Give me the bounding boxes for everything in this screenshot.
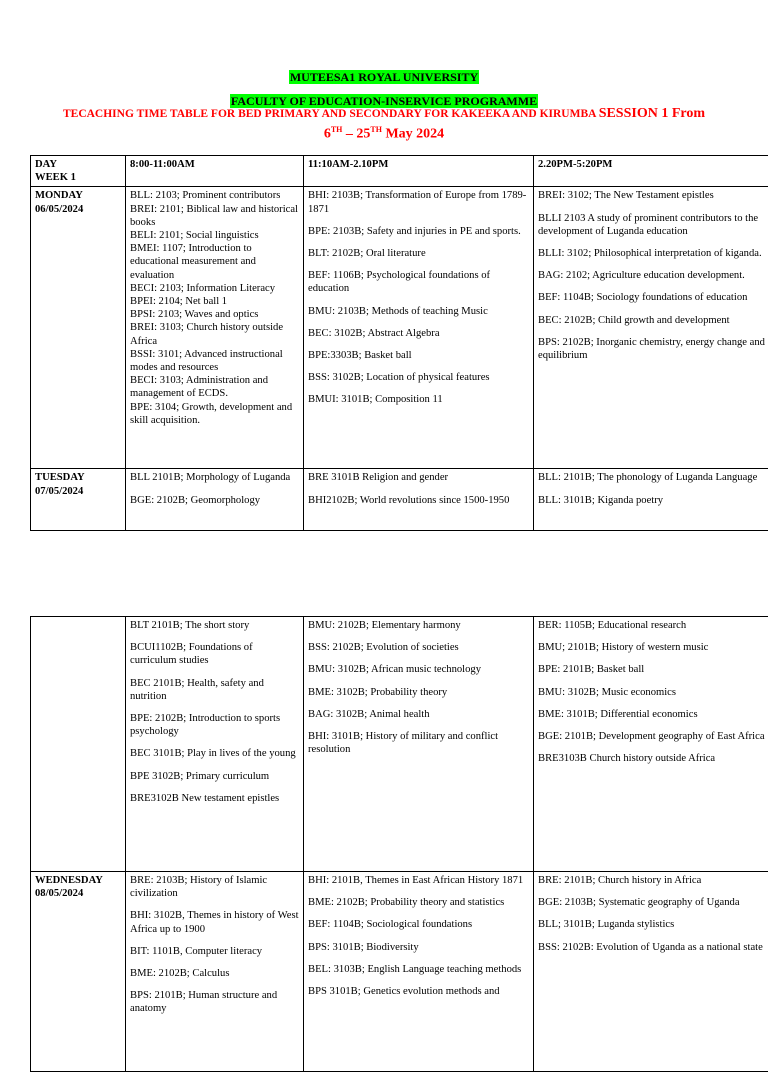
- monday-slot-3: [534, 187, 768, 469]
- course-entry: BGE: 2101B; Development geography of East Africa: [538, 730, 766, 743]
- course-entry: BHI: 3102B, Themes in history of West Africa up to 1900: [130, 909, 299, 935]
- course-entry: BHI: 3101B; History of military and conflict resolution: [308, 730, 529, 756]
- course-entry: BCUI1102B; Foundations of curriculum studies: [130, 641, 299, 667]
- course-entry: BME: 2102B; Calculus: [130, 967, 299, 980]
- course-entry: BPE 3102B; Primary curriculum: [130, 770, 299, 783]
- course-entry: BECI: 2103; Information Literacy: [130, 282, 299, 295]
- course-entry: BLLI: 3102; Philosophical interpretation of kiganda.: [538, 247, 766, 260]
- course-entry: BEF: 1104B; Sociological foundations: [308, 918, 529, 931]
- course-entry: BMEI: 1107; Introduction to educational measurement and evaluation: [130, 242, 299, 282]
- course-entry: BHI2102B; World revolutions since 1500-1950: [308, 494, 529, 507]
- table-row-tuesday: [31, 469, 768, 531]
- course-entry: BSS: 2102B: Evolution of Uganda as a national state: [538, 941, 766, 954]
- table-row-wednesday: [31, 872, 768, 1072]
- course-entry: BPE: 2102B; Introduction to sports psychology: [130, 712, 299, 738]
- faculty-name: FACULTY OF EDUCATION-INSERVICE PROGRAMME: [0, 92, 768, 110]
- course-entry: BSSI: 3101; Advanced instructional modes and resources: [130, 348, 299, 374]
- course-entry: BGE: 2103B; Systematic geography of Uganda: [538, 896, 766, 909]
- course-entry: BREI: 3102; The New Testament epistles: [538, 189, 766, 202]
- course-entry: BPSI: 2103; Waves and optics: [130, 308, 299, 321]
- course-entry: BPE: 2101B; Basket ball: [538, 663, 766, 676]
- course-entry: BLL 2101B; Morphology of Luganda: [130, 471, 299, 484]
- day-cell-tuesday: TUESDAY 07/05/2024: [31, 469, 126, 531]
- course-entry: BIT: 1101B, Computer literacy: [130, 945, 299, 958]
- course-entry: BLL: 2103; Prominent contributors: [130, 189, 299, 202]
- course-entry: BEC: 2102B; Child growth and development: [538, 314, 766, 327]
- tuesday-cont-slot-3: [534, 617, 768, 872]
- table-row-tuesday-continued: [31, 617, 768, 872]
- course-entry: BHI: 2103B; Transformation of Europe from 1789-1871: [308, 189, 529, 215]
- header-day-cell: DAY WEEK 1: [31, 156, 126, 187]
- course-entry: BEC: 3102B; Abstract Algebra: [308, 327, 529, 340]
- course-entry: BPS 3101B; Genetics evolution methods and: [308, 985, 529, 998]
- course-entry: BME: 2102B; Probability theory and statistics: [308, 896, 529, 909]
- timetable-page-1: [30, 155, 768, 531]
- course-entry: BPS: 2102B; Inorganic chemistry, energy change and equilibrium: [538, 336, 766, 362]
- course-entry: BLT: 2102B; Oral literature: [308, 247, 529, 260]
- course-entry: BHI: 2101B, Themes in East African History 1871: [308, 874, 529, 887]
- day-cell-monday: MONDAY 06/05/2024: [31, 187, 126, 469]
- course-entry: BEL: 3103B; English Language teaching methods: [308, 963, 529, 976]
- course-entry: BECI: 3103; Administration and management of ECDS.: [130, 374, 299, 400]
- course-entry: BLL: 2101B; The phonology of Luganda Language: [538, 471, 766, 484]
- course-entry: BPEI: 2104; Net ball 1: [130, 295, 299, 308]
- course-entry: BSS: 3102B; Location of physical features: [308, 371, 529, 384]
- day-cell-empty: [31, 617, 126, 872]
- course-entry: BAG: 3102B; Animal health: [308, 708, 529, 721]
- header-slot-2: 11:10AM-2.10PM: [304, 156, 534, 187]
- course-entry: BGE: 2102B; Geomorphology: [130, 494, 299, 507]
- course-entry: BRE3103B Church history outside Africa: [538, 752, 766, 765]
- course-entry: BEC 2101B; Health, safety and nutrition: [130, 677, 299, 703]
- course-entry: BEF: 1106B; Psychological foundations of education: [308, 269, 529, 295]
- course-entry: BSS: 2102B; Evolution of societies: [308, 641, 529, 654]
- university-name: MUTEESA1 ROYAL UNIVERSITY: [0, 68, 768, 86]
- course-entry: BME: 3102B; Probability theory: [308, 686, 529, 699]
- course-entry: BPS: 2101B; Human structure and anatomy: [130, 989, 299, 1015]
- session-dates: 6TH – 25TH May 2024: [0, 125, 768, 143]
- course-entry: BME: 3101B; Differential economics: [538, 708, 766, 721]
- course-entry: BAG: 2102; Agriculture education development.: [538, 269, 766, 282]
- course-entry: BPE: 3104; Growth, development and skill acquisition.: [130, 401, 299, 427]
- course-entry: BRE: 2103B; History of Islamic civilization: [130, 874, 299, 900]
- wednesday-slot-2: [304, 872, 534, 1072]
- course-entry: BMU: 3102B; African music technology: [308, 663, 529, 676]
- course-entry: BRE: 2101B; Church history in Africa: [538, 874, 766, 887]
- course-entry: BPE:3303B; Basket ball: [308, 349, 529, 362]
- course-entry: BLLI 2103 A study of prominent contributors to the development of Luganda education: [538, 212, 766, 238]
- header-slot-1: 8:00-11:00AM: [126, 156, 304, 187]
- course-entry: BMUI: 3101B; Composition 11: [308, 393, 529, 406]
- header-slot-3: 2.20PM-5:20PM: [534, 156, 768, 187]
- course-entry: BRE3102B New testament epistles: [130, 792, 299, 805]
- course-entry: BEC 3101B; Play in lives of the young: [130, 747, 299, 760]
- course-entry: BMU; 2101B; History of western music: [538, 641, 766, 654]
- tuesday-cont-slot-1: [126, 617, 304, 872]
- monday-slot-2: [304, 187, 534, 469]
- monday-slot-1: [126, 187, 304, 469]
- course-entry: BREI: 3103; Church history outside Africa: [130, 321, 299, 347]
- tuesday-cont-slot-2: [304, 617, 534, 872]
- course-entry: BLL; 3101B; Luganda stylistics: [538, 918, 766, 931]
- tuesday-slot-2: [304, 469, 534, 531]
- tuesday-slot-1: [126, 469, 304, 531]
- table-header-row: [31, 156, 768, 187]
- course-entry: BMU: 2102B; Elementary harmony: [308, 619, 529, 632]
- table-row-monday: [31, 187, 768, 469]
- course-entry: BLT 2101B; The short story: [130, 619, 299, 632]
- course-entry: BMU: 3102B; Music economics: [538, 686, 766, 699]
- wednesday-slot-3: [534, 872, 768, 1072]
- course-entry: BPE: 2103B; Safety and injuries in PE and sports.: [308, 225, 529, 238]
- course-entry: BEF: 1104B; Sociology foundations of education: [538, 291, 766, 304]
- course-entry: BLL: 3101B; Kiganda poetry: [538, 494, 766, 507]
- tuesday-slot-3: [534, 469, 768, 531]
- course-entry: BRE 3101B Religion and gender: [308, 471, 529, 484]
- course-entry: BELI: 2101; Social linguistics: [130, 229, 299, 242]
- course-entry: BREI: 2101; Biblical law and historical books: [130, 203, 299, 229]
- course-entry: BER: 1105B; Educational research: [538, 619, 766, 632]
- course-entry: BPS: 3101B; Biodiversity: [308, 941, 529, 954]
- timetable-title: TECACHING TIME TABLE FOR BED PRIMARY AND SECONDARY FOR KAKEEKA AND KIRUMBA SESSION 1 From: [0, 106, 768, 122]
- day-cell-wednesday: WEDNESDAY 08/05/2024: [31, 872, 126, 1072]
- course-entry: BMU: 2103B; Methods of teaching Music: [308, 305, 529, 318]
- timetable-page-2: [30, 616, 768, 1072]
- wednesday-slot-1: [126, 872, 304, 1072]
